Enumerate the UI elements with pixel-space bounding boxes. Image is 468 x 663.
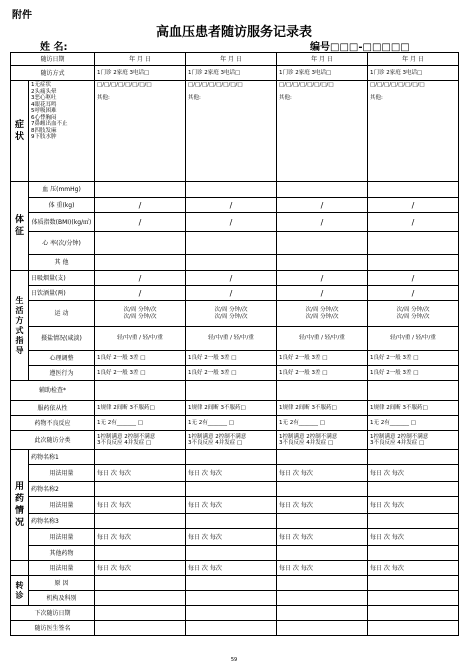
aux-cell[interactable] [277, 381, 368, 401]
signs-other-cell[interactable] [277, 255, 368, 271]
usage-other-cell[interactable]: 每日 次 每次 [368, 561, 459, 576]
referral-reason-cell[interactable] [186, 576, 277, 591]
drug1-cell[interactable] [186, 450, 277, 465]
classification-row [11, 431, 459, 450]
usage-other-cell[interactable]: 每日 次 每次 [277, 561, 368, 576]
bp-row [11, 182, 459, 198]
medication-section-label: 用药情况 [11, 450, 29, 561]
drug1-cell[interactable] [277, 450, 368, 465]
classification-line2: 3不良反应 4并发症 □ [97, 440, 152, 446]
form-title: 高血压患者随访服务记录表 [155, 25, 312, 40]
aux-label: 辅助检查* [11, 381, 95, 401]
next-date-cell[interactable] [368, 606, 459, 621]
weight-cell[interactable]: / [277, 198, 368, 213]
heart-rate-row [11, 232, 459, 255]
salt-cell[interactable]: 轻/中/重 / 轻/中/重 [186, 327, 277, 351]
usage2-label: 用法用量 [29, 497, 95, 514]
drug3-label: 药物名称3 [29, 514, 95, 529]
other-drug-row [11, 546, 459, 561]
referral-dept-cell[interactable] [186, 591, 277, 606]
weight-row [11, 198, 459, 213]
classification-cell[interactable] [368, 431, 459, 450]
exercise-label: 运 动 [29, 301, 95, 327]
usage1-row [11, 465, 459, 482]
symptom-option: 4眼花耳鸣 [31, 101, 57, 108]
adherence-cell[interactable]: 1规律 2间断 3不服药□ [95, 401, 186, 416]
referral-dept-cell[interactable] [368, 591, 459, 606]
visit-mode-cell[interactable]: 1门诊 2家庭 3电话□ [186, 66, 277, 81]
compliance-label: 遵医行为 [29, 366, 95, 381]
salt-cell[interactable]: 轻/中/重 / 轻/中/重 [368, 327, 459, 351]
symptom-other-label: 其他: [188, 94, 201, 101]
drinking-cell[interactable]: / [95, 286, 186, 301]
drinking-cell[interactable]: / [277, 286, 368, 301]
visit-date-label: 随访日期 [11, 53, 95, 66]
drug3-cell[interactable] [186, 514, 277, 529]
adverse-cell[interactable]: 1无 2有_______ □ [368, 416, 459, 431]
smoking-cell[interactable]: / [368, 271, 459, 286]
compliance-cell[interactable]: 1良好 2一般 3差 □ [368, 366, 459, 381]
signs-other-label: 其 他 [29, 255, 95, 271]
adverse-cell[interactable]: 1无 2有_______ □ [95, 416, 186, 431]
classification-cell[interactable] [277, 431, 368, 450]
drug2-cell[interactable] [368, 482, 459, 497]
visit-date-row [11, 53, 459, 66]
other-drug-cell[interactable] [186, 546, 277, 561]
adherence-cell[interactable]: 1规律 2间断 3不服药□ [368, 401, 459, 416]
drug2-cell[interactable] [186, 482, 277, 497]
usage2-cell[interactable]: 每日 次 每次 [368, 497, 459, 514]
visit-date-cell[interactable]: 年 月 日 [186, 53, 277, 66]
adverse-cell[interactable]: 1无 2有_______ □ [186, 416, 277, 431]
doctor-signature-cell[interactable] [186, 621, 277, 636]
referral-reason-cell[interactable] [95, 576, 186, 591]
aux-cell[interactable] [95, 381, 186, 401]
doctor-signature-cell[interactable] [277, 621, 368, 636]
bp-cell[interactable] [95, 182, 186, 198]
drug3-row [11, 514, 459, 529]
usage1-label: 用法用量 [29, 465, 95, 482]
drug3-cell[interactable] [95, 514, 186, 529]
classification-line2: 3不良反应 4并发症 □ [188, 440, 243, 446]
visit-mode-row [11, 66, 459, 81]
exercise-cell[interactable] [277, 301, 368, 327]
adverse-label: 药物不良反应 [11, 416, 95, 431]
smoking-cell[interactable]: / [277, 271, 368, 286]
aux-row [11, 381, 459, 401]
next-date-label: 下次随访日期 [11, 606, 95, 621]
other-drug-cell[interactable] [368, 546, 459, 561]
signs-section-label: 体征 [11, 182, 29, 271]
smoking-cell[interactable]: / [186, 271, 277, 286]
exercise-value: 次/周 分钟/次 [123, 307, 157, 313]
aux-cell[interactable] [186, 381, 277, 401]
visit-mode-cell[interactable]: 1门诊 2家庭 3电话□ [95, 66, 186, 81]
classification-line1: 1控制满意 2控制不满意 [370, 433, 429, 440]
bp-cell[interactable] [277, 182, 368, 198]
other-drug-cell[interactable] [95, 546, 186, 561]
usage-other-row [11, 561, 459, 576]
adherence-cell[interactable]: 1规律 2间断 3不服药□ [277, 401, 368, 416]
classification-cell[interactable] [95, 431, 186, 450]
referral-reason-cell[interactable] [277, 576, 368, 591]
symptoms-cell[interactable] [186, 81, 277, 182]
exercise-target: 次/周 分钟/次 [305, 313, 339, 320]
usage1-cell[interactable]: 每日 次 每次 [368, 465, 459, 482]
symptom-checkboxes[interactable]: □/□/□/□/□/□/□/□ [370, 82, 425, 88]
referral-section-label: 转诊 [11, 576, 29, 606]
symptom-checkboxes[interactable]: □/□/□/□/□/□/□/□ [279, 82, 334, 88]
weight-cell[interactable]: / [368, 198, 459, 213]
drug1-row [11, 450, 459, 465]
adverse-cell[interactable]: 1无 2有_______ □ [277, 416, 368, 431]
heart-rate-cell[interactable] [368, 232, 459, 255]
exercise-cell[interactable] [186, 301, 277, 327]
referral-dept-cell[interactable] [277, 591, 368, 606]
referral-dept-label: 机构及科别 [29, 591, 95, 606]
drinking-cell[interactable]: / [186, 286, 277, 301]
smoking-label: 日吸烟量(支) [29, 271, 95, 286]
doctor-label: 随访医生签名 [11, 621, 95, 636]
symptom-other-label: 其他: [279, 94, 292, 101]
drinking-label: 日饮酒量(两) [29, 286, 95, 301]
referral-reason-row [11, 576, 459, 591]
signs-other-row [11, 255, 459, 271]
drug3-cell[interactable] [368, 514, 459, 529]
bmi-cell[interactable]: / [186, 213, 277, 232]
referral-reason-label: 原 因 [29, 576, 95, 591]
drinking-row [11, 286, 459, 301]
page-number: 59 [230, 657, 238, 663]
next-date-cell[interactable] [186, 606, 277, 621]
other-drug-cell[interactable] [277, 546, 368, 561]
drug2-cell[interactable] [95, 482, 186, 497]
drug2-cell[interactable] [277, 482, 368, 497]
bmi-label: 体质指数(BMI)(kg/㎡) [29, 213, 95, 232]
psych-row [11, 351, 459, 366]
usage2-cell[interactable]: 每日 次 每次 [186, 497, 277, 514]
psych-cell[interactable]: 1良好 2一般 3差 □ [186, 351, 277, 366]
bp-cell[interactable] [368, 182, 459, 198]
exercise-target: 次/周 分钟/次 [214, 313, 248, 320]
patient-name-label: 姓 名: [40, 42, 68, 53]
record-code-label: 编号□□□-□□□□□ [310, 42, 410, 53]
bmi-cell[interactable]: / [277, 213, 368, 232]
symptom-checkboxes[interactable]: □/□/□/□/□/□/□/□ [188, 82, 243, 88]
bp-cell[interactable] [186, 182, 277, 198]
compliance-cell[interactable]: 1良好 2一般 3差 □ [95, 366, 186, 381]
weight-cell[interactable]: / [95, 198, 186, 213]
exercise-row [11, 301, 459, 327]
next-date-cell[interactable] [95, 606, 186, 621]
weight-label: 体 重(kg) [29, 198, 95, 213]
compliance-cell[interactable]: 1良好 2一般 3差 □ [277, 366, 368, 381]
salt-cell[interactable]: 轻/中/重 / 轻/中/重 [277, 327, 368, 351]
signs-other-cell[interactable] [186, 255, 277, 271]
signs-other-cell[interactable] [368, 255, 459, 271]
symptom-option: 5呼吸困难 [31, 108, 57, 114]
heart-rate-cell[interactable] [277, 232, 368, 255]
usage3-cell[interactable]: 每日 次 每次 [368, 529, 459, 546]
drug1-label: 药物名称1 [29, 450, 95, 465]
drug3-cell[interactable] [277, 514, 368, 529]
compliance-row [11, 366, 459, 381]
next-date-cell[interactable] [277, 606, 368, 621]
usage2-cell[interactable]: 每日 次 每次 [95, 497, 186, 514]
symptoms-cell[interactable] [277, 81, 368, 182]
followup-record-table [10, 52, 459, 636]
symptom-other-label: 其他: [370, 94, 383, 101]
exercise-target: 次/周 分钟/次 [123, 313, 157, 320]
symptom-option: 3恶心呕吐 [31, 95, 57, 101]
drug2-label: 药物名称2 [29, 482, 95, 497]
symptom-options-list [29, 81, 95, 182]
classification-line2: 3不良反应 4并发症 □ [279, 440, 334, 446]
drinking-cell[interactable]: / [368, 286, 459, 301]
visit-date-cell[interactable]: 年 月 日 [277, 53, 368, 66]
usage3-row [11, 529, 459, 546]
smoking-cell[interactable]: / [95, 271, 186, 286]
usage-other-cell[interactable]: 每日 次 每次 [186, 561, 277, 576]
psych-cell[interactable]: 1良好 2一般 3差 □ [368, 351, 459, 366]
symptoms-cell[interactable] [95, 81, 186, 182]
referral-dept-cell[interactable] [95, 591, 186, 606]
heart-rate-cell[interactable] [186, 232, 277, 255]
other-drug-label: 其他药物 [29, 546, 95, 561]
visit-date-cell[interactable]: 年 月 日 [368, 53, 459, 66]
weight-cell[interactable]: / [186, 198, 277, 213]
lifestyle-section-label: 生活方式指导 [11, 271, 29, 381]
usage-other-label: 用法用量 [29, 561, 95, 576]
usage1-cell[interactable]: 每日 次 每次 [95, 465, 186, 482]
visit-date-cell[interactable]: 年 月 日 [95, 53, 186, 66]
exercise-value: 次/周 分钟/次 [305, 307, 339, 313]
visit-mode-label: 随访方式 [11, 66, 95, 81]
adherence-row [11, 401, 459, 416]
symptom-option: 6心悸胸闷 [31, 114, 57, 121]
visit-mode-cell[interactable]: 1门诊 2家庭 3电话□ [368, 66, 459, 81]
drug1-cell[interactable] [95, 450, 186, 465]
drug1-cell[interactable] [368, 450, 459, 465]
classification-line1: 1控制满意 2控制不满意 [279, 433, 338, 440]
bp-label: 血 压(mmHg) [29, 182, 95, 198]
visit-mode-cell[interactable]: 1门诊 2家庭 3电话□ [277, 66, 368, 81]
signs-other-cell[interactable] [95, 255, 186, 271]
symptom-option: 7鼻衄出血不止 [31, 121, 68, 127]
doctor-row [11, 621, 459, 636]
usage1-cell[interactable]: 每日 次 每次 [277, 465, 368, 482]
smoking-row [11, 271, 459, 286]
symptom-other-label: 其他: [97, 94, 110, 101]
psych-label: 心理调整 [29, 351, 95, 366]
symptom-option: 8四肢发麻 [31, 127, 57, 134]
psych-cell[interactable]: 1良好 2一般 3差 □ [277, 351, 368, 366]
compliance-cell[interactable]: 1良好 2一般 3差 □ [186, 366, 277, 381]
classification-line2: 3不良反应 4并发症 □ [370, 440, 425, 446]
bmi-cell[interactable]: / [368, 213, 459, 232]
exercise-cell[interactable] [368, 301, 459, 327]
classification-line1: 1控制满意 2控制不满意 [188, 433, 247, 440]
exercise-cell[interactable] [95, 301, 186, 327]
bmi-row [11, 213, 459, 232]
doctor-signature-cell[interactable] [368, 621, 459, 636]
usage2-row [11, 497, 459, 514]
salt-cell[interactable]: 轻/中/重 / 轻/中/重 [95, 327, 186, 351]
doctor-signature-cell[interactable] [95, 621, 186, 636]
symptom-option: 1无症状 [31, 82, 51, 88]
classification-cell[interactable] [186, 431, 277, 450]
adverse-row [11, 416, 459, 431]
usage3-cell[interactable]: 每日 次 每次 [95, 529, 186, 546]
usage1-cell[interactable]: 每日 次 每次 [186, 465, 277, 482]
classification-line1: 1控制满意 2控制不满意 [97, 433, 156, 440]
symptoms-section-label: 症状 [11, 81, 29, 182]
usage2-cell[interactable]: 每日 次 每次 [277, 497, 368, 514]
adherence-cell[interactable]: 1规律 2间断 3不服药□ [186, 401, 277, 416]
psych-cell[interactable]: 1良好 2一般 3差 □ [95, 351, 186, 366]
exercise-value: 次/周 分钟/次 [396, 307, 430, 313]
symptom-option: 2头痛头晕 [31, 88, 57, 95]
symptom-option: 9下肢水肿 [31, 134, 57, 140]
referral-reason-cell[interactable] [368, 576, 459, 591]
adherence-label: 服药依从性 [11, 401, 95, 416]
heart-rate-cell[interactable] [95, 232, 186, 255]
drug2-row [11, 482, 459, 497]
salt-label: 摄盐情况(咸淡) [29, 327, 95, 351]
salt-row [11, 327, 459, 351]
bmi-cell[interactable]: / [95, 213, 186, 232]
aux-cell[interactable] [368, 381, 459, 401]
usage-other-cell[interactable]: 每日 次 每次 [95, 561, 186, 576]
next-date-row [11, 606, 459, 621]
exercise-target: 次/周 分钟/次 [396, 313, 430, 320]
heart-rate-label: 心 率(次/分钟) [29, 232, 95, 255]
symptoms-cell[interactable] [368, 81, 459, 182]
usage3-label: 用法用量 [29, 529, 95, 546]
usage3-cell[interactable]: 每日 次 每次 [186, 529, 277, 546]
symptom-checkboxes[interactable]: □/□/□/□/□/□/□/□ [97, 82, 152, 88]
usage3-cell[interactable]: 每日 次 每次 [277, 529, 368, 546]
symptoms-row [11, 81, 459, 182]
referral-dept-row [11, 591, 459, 606]
classification-label: 此次随访分类 [11, 431, 95, 450]
attachment-label: 附件 [12, 10, 32, 21]
exercise-value: 次/周 分钟/次 [214, 307, 248, 313]
